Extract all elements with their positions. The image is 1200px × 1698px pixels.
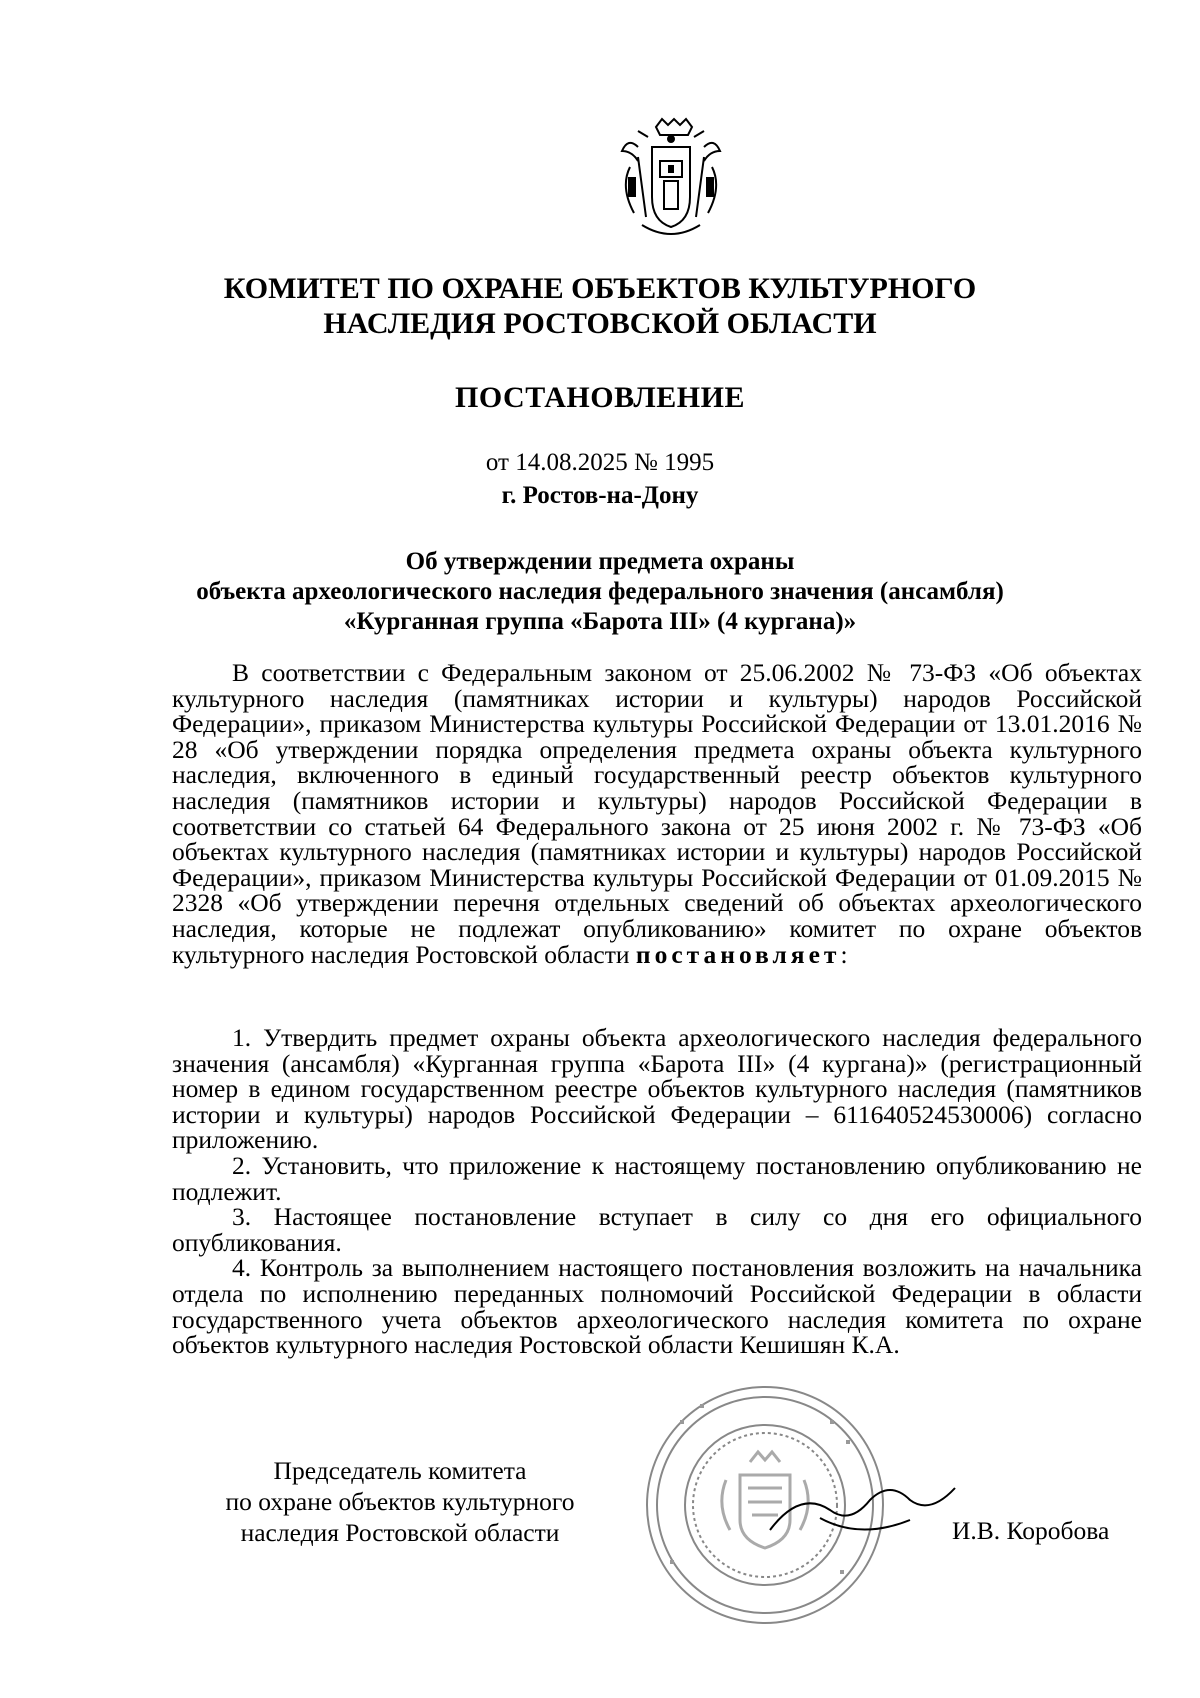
signer-position — [180, 1455, 620, 1548]
handwritten-signature-icon — [760, 1470, 960, 1550]
document-city: г. Ростов-на-Дону — [501, 482, 699, 509]
committee-name-line2: НАСЛЕДИЯ РОСТОВСКОЙ ОБЛАСТИ — [323, 307, 877, 340]
subject-line3: «Курганная группа «Барота III» (4 кургана)» — [343, 608, 857, 635]
document-type: ПОСТАНОВЛЕНИЕ — [455, 381, 745, 414]
subject-line2: объекта археологического наследия федерального значения (ансамбля) — [196, 578, 1004, 605]
signer-name: И.В. Коробова — [952, 1516, 1110, 1545]
resolves-colon: : — [840, 939, 848, 969]
resolution-item-1: 1. Утвердить предмет охраны объекта археологического наследия федерального значения (ансамбля) «Курганная группа «Барота III» (4 кургана)» (регистрационный номер в едином государственном реестре объектов культурного наследия (памятников истории и культуры) народов Российской Федерации – 611640524530006) согласно приложению. — [172, 1023, 1142, 1155]
resolution-items — [172, 1025, 1142, 1358]
resolution-item-4: 4. Контроль за выполнением настоящего постановления возложить на начальника отдела по исполнению переданных полномочий Российской Федерации в области государственного учета объектов археологического наследия комитета по охране объектов культурного наследия Ростовской области Кешишян К.А. — [172, 1253, 1142, 1360]
document-date-number: от 14.08.2025 № 1995 — [485, 449, 715, 476]
preamble-paragraph — [172, 660, 1142, 967]
committee-name-line1: КОМИТЕТ ПО ОХРАНЕ ОБЪЕКТОВ КУЛЬТУРНОГО — [223, 272, 977, 305]
preamble-block — [172, 660, 1142, 967]
coat-of-arms-icon — [608, 117, 734, 243]
preamble-text: В соответствии с Федеральным законом от 25.06.2002 № 73-ФЗ «Об объектах культурного наследия (памятниках истории и культуры) народов Российской Федерации», приказом Министерства культуры Российской Федерации от 13.01.2016 № 28 «Об утверждении порядка определения предмета охраны объекта культурного наследия, включенного в единый государственный реестр объектов культурного наследия (памятников истории и культуры) народов Российской Федерации в соответствии со статьей 64 Федерального закона от 25 июня 2002 г. № 73-ФЗ «Об объектах культурного наследия (памятниках истории и культуры) народов Российской Федерации», приказом Министерства культуры Российской Федерации от 01.09.2015 № 2328 «Об утверждении перечня отдельных сведений об объектах археологического наследия, которые не подлежат опубликованию» комитет по охране объектов культурного наследия Ростовской области — [172, 658, 1142, 969]
resolves-keyword: постановляет — [635, 939, 841, 969]
subject-line1: Об утверждении предмета охраны — [405, 548, 795, 575]
resolution-item-3: 3. Настоящее постановление вступает в силу со дня его официального опубликования. — [172, 1202, 1142, 1257]
signer-position-line1: Председатель комитета — [273, 1456, 527, 1485]
signer-position-line3: наследия Ростовской области — [240, 1518, 560, 1547]
resolution-item-2: 2. Установить, что приложение к настоящему постановлению опубликованию не подлежит. — [172, 1150, 1142, 1206]
signer-position-line2: по охране объектов культурного — [225, 1487, 575, 1516]
